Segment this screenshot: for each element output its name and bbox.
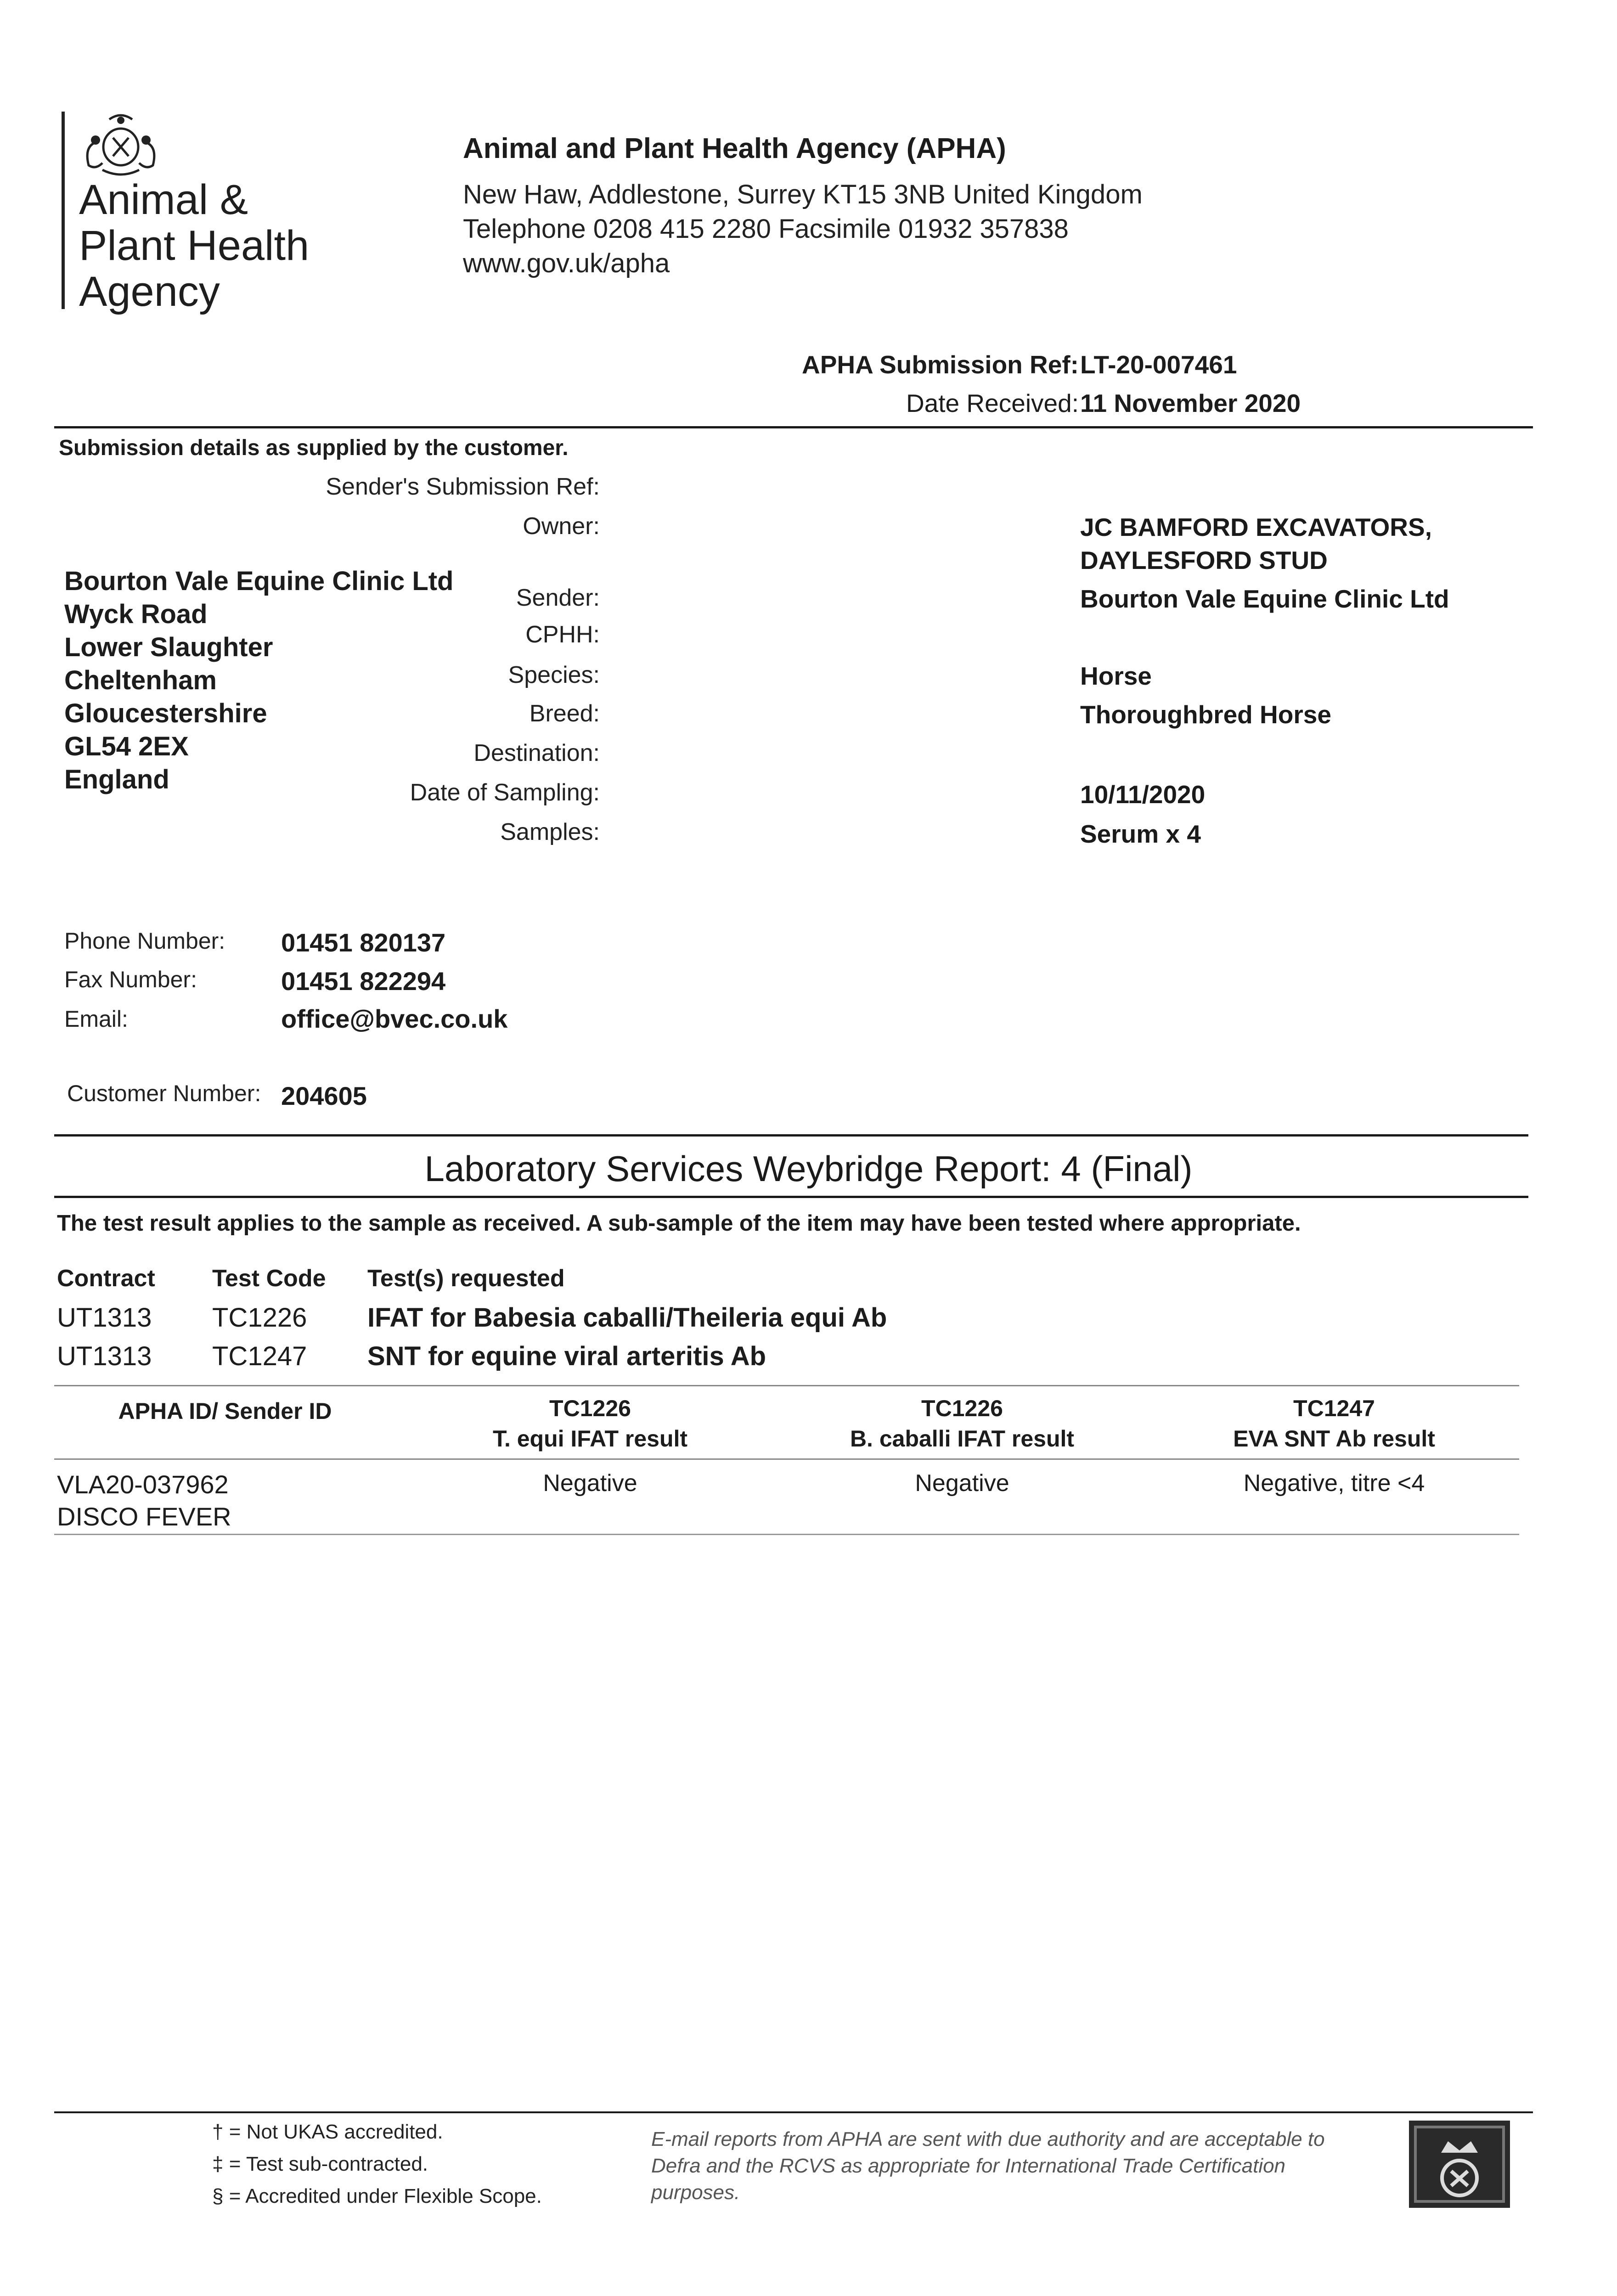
b-caballi-name: B. caballi IFAT result	[850, 1426, 1075, 1452]
samples-label: Samples:	[500, 819, 600, 845]
ukas-seal-icon	[1409, 2121, 1510, 2208]
tests-requested-header: Test(s) requested	[367, 1265, 565, 1292]
breed-label: Breed:	[529, 700, 600, 727]
address-line: GL54 2EX	[64, 732, 189, 761]
apha-id-header: APHA ID/ Sender ID	[118, 1398, 332, 1424]
submission-heading: Submission details as supplied by the customer.	[59, 436, 569, 460]
customer-number-label: Customer Number:	[67, 1080, 261, 1106]
results-header-rule	[54, 1458, 1519, 1460]
agency-telephone: Telephone 0208 415 2280 Facsimile 01932 357838	[463, 214, 1069, 244]
address-line: Wyck Road	[64, 599, 208, 629]
tests-divider	[54, 1385, 1519, 1386]
agency-website[interactable]: www.gov.uk/apha	[463, 248, 670, 278]
test-row-name: IFAT for Babesia caballi/Theileria equi Ab	[367, 1303, 887, 1333]
eva-header	[1185, 1393, 1483, 1454]
test-row-code: TC1226	[212, 1303, 307, 1333]
submission-ref-label: APHA Submission Ref:	[801, 350, 1079, 379]
header-divider	[54, 426, 1533, 428]
agency-name: Animal and Plant Health Agency (APHA)	[463, 133, 1006, 164]
cphh-label: CPHH:	[525, 621, 600, 648]
b-caballi-code: TC1226	[921, 1396, 1003, 1421]
test-row-contract: UT1313	[57, 1303, 152, 1333]
date-of-sampling-value: 10/11/2020	[1080, 780, 1206, 809]
contract-header: Contract	[57, 1265, 155, 1292]
sender-value: Bourton Vale Equine Clinic Ltd	[1080, 585, 1449, 613]
eva-result: Negative, titre <4	[1243, 1470, 1425, 1497]
footnote-sub-contracted: ‡ = Test sub-contracted.	[212, 2153, 428, 2175]
phone-value: 01451 820137	[281, 928, 446, 957]
t-equi-name: T. equi IFAT result	[492, 1426, 688, 1452]
logo-bar	[62, 112, 65, 309]
report-bottom-rule	[54, 1196, 1528, 1198]
email-reports-note: E-mail reports from APHA are sent with due authority and are acceptable to Defra and the RCVS as appropriate for International Trade Certification purposes.	[651, 2128, 1325, 2204]
report-top-rule	[54, 1134, 1528, 1137]
sender-id-value: DISCO FEVER	[57, 1502, 231, 1531]
submission-ref-value: LT-20-007461	[1080, 350, 1237, 379]
b-caballi-result: Negative	[915, 1470, 1009, 1497]
species-value: Horse	[1080, 662, 1152, 690]
results-id-cell	[57, 1469, 231, 1533]
t-equi-code: TC1226	[549, 1396, 631, 1421]
footnote-flexible-scope: § = Accredited under Flexible Scope.	[212, 2185, 542, 2207]
test-row-name: SNT for equine viral arteritis Ab	[367, 1341, 766, 1371]
test-row-code: TC1247	[212, 1341, 307, 1371]
fax-value: 01451 822294	[281, 967, 446, 996]
eva-name: EVA SNT Ab result	[1233, 1426, 1435, 1452]
test-row-contract: UT1313	[57, 1341, 152, 1371]
agency-logo-text: Animal & Plant Health Agency	[79, 176, 310, 315]
destination-label: Destination:	[473, 740, 600, 766]
t-equi-result: Negative	[543, 1470, 637, 1497]
date-received-value: 11 November 2020	[1080, 389, 1301, 417]
customer-address	[64, 565, 454, 796]
owner-label: Owner:	[523, 513, 600, 540]
senders-ref-label: Sender's Submission Ref:	[326, 473, 600, 500]
report-title: Laboratory Services Weybridge Report: 4 (Final)	[424, 1148, 1193, 1189]
eva-code: TC1247	[1293, 1396, 1375, 1421]
results-bottom-rule	[54, 1534, 1519, 1535]
report-disclaimer: The test result applies to the sample as received. A sub-sample of the item may have been tested where appropriate.	[57, 1211, 1301, 1236]
royal-crest-icon	[77, 110, 160, 179]
address-line: Cheltenham	[64, 665, 217, 695]
owner-line1: JC BAMFORD EXCAVATORS,	[1080, 513, 1432, 541]
date-received-label: Date Received:	[906, 389, 1079, 417]
customer-number-value: 204605	[281, 1081, 367, 1110]
footnote-not-ukas: † = Not UKAS accredited.	[212, 2121, 443, 2143]
t-equi-header	[441, 1393, 739, 1454]
sender-label: Sender:	[516, 585, 600, 611]
address-line: Bourton Vale Equine Clinic Ltd	[64, 566, 454, 596]
breed-value: Thoroughbred Horse	[1080, 700, 1331, 729]
date-of-sampling-label: Date of Sampling:	[410, 779, 600, 806]
agency-address: New Haw, Addlestone, Surrey KT15 3NB United Kingdom	[463, 180, 1143, 209]
email-label: Email:	[64, 1006, 128, 1032]
phone-label: Phone Number:	[64, 928, 225, 954]
owner-line2: DAYLESFORD STUD	[1080, 546, 1328, 574]
fax-label: Fax Number:	[64, 967, 197, 992]
email-value[interactable]: office@bvec.co.uk	[281, 1004, 508, 1033]
address-line: Gloucestershire	[64, 698, 267, 728]
b-caballi-header	[813, 1393, 1111, 1454]
samples-value: Serum x 4	[1080, 820, 1201, 848]
address-line: England	[64, 765, 169, 794]
apha-id-value: VLA20-037962	[57, 1470, 229, 1499]
test-code-header: Test Code	[212, 1265, 326, 1292]
species-label: Species:	[508, 662, 600, 688]
footer-rule	[54, 2111, 1533, 2113]
address-line: Lower Slaughter	[64, 632, 273, 662]
